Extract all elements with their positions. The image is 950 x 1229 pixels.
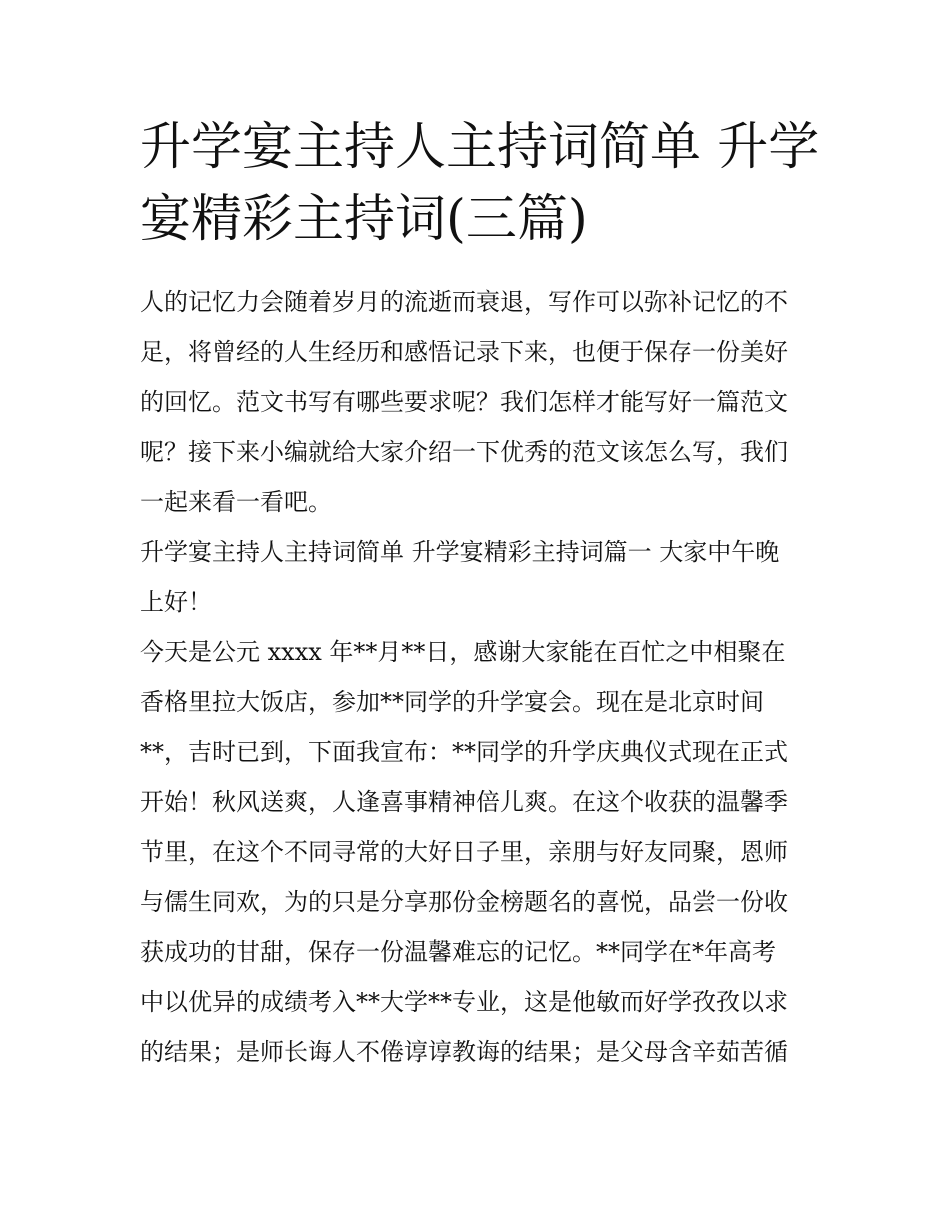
body-line: 足，将曾经的人生经历和感悟记录下来，也便于保存一份美好 xyxy=(140,338,788,366)
body-line: 的回忆。范文书写有哪些要求呢？我们怎样才能写好一篇范文 xyxy=(140,388,788,416)
body-line: 获成功的甘甜，保存一份温馨难忘的记忆。**同学在*年高考 xyxy=(140,938,776,966)
title-line: 升学宴主持人主持词简单 升学 xyxy=(140,118,820,177)
body-line: 的结果；是师长诲人不倦谆谆教诲的结果；是父母含辛茹苦循 xyxy=(140,1038,788,1066)
body-line: 今天是公元 xxxx 年**月**日，感谢大家能在百忙之中相聚在 xyxy=(140,638,786,666)
body-line: 呢？接下来小编就给大家介绍一下优秀的范文该怎么写，我们 xyxy=(140,438,788,466)
body-line: 一起来看一看吧。 xyxy=(140,488,332,516)
body-line: 人的记忆力会随着岁月的流逝而衰退，写作可以弥补记忆的不 xyxy=(140,288,788,316)
body-line: 中以优异的成绩考入**大学**专业，这是他敏而好学孜孜以求 xyxy=(140,988,788,1016)
body-line: 与儒生同欢，为的只是分享那份金榜题名的喜悦，品尝一份收 xyxy=(140,888,788,916)
document-title xyxy=(140,112,820,256)
body-line: 开始！秋风送爽，人逢喜事精神倍儿爽。在这个收获的温馨季 xyxy=(140,788,788,816)
document-body xyxy=(140,277,815,1077)
body-line: 香格里拉大饭店，参加**同学的升学宴会。现在是北京时间 xyxy=(140,688,764,716)
section-heading-line: 升学宴主持人主持词简单 升学宴精彩主持词篇一 大家中午晚 xyxy=(140,538,780,566)
body-line: **，吉时已到，下面我宣布：**同学的升学庆典仪式现在正式 xyxy=(140,738,788,766)
body-line: 节里，在这个不同寻常的大好日子里，亲朋与好友同聚，恩师 xyxy=(140,838,788,866)
body-line: 上好！ xyxy=(140,588,212,616)
title-line: 宴精彩主持词(三篇) xyxy=(140,190,588,249)
